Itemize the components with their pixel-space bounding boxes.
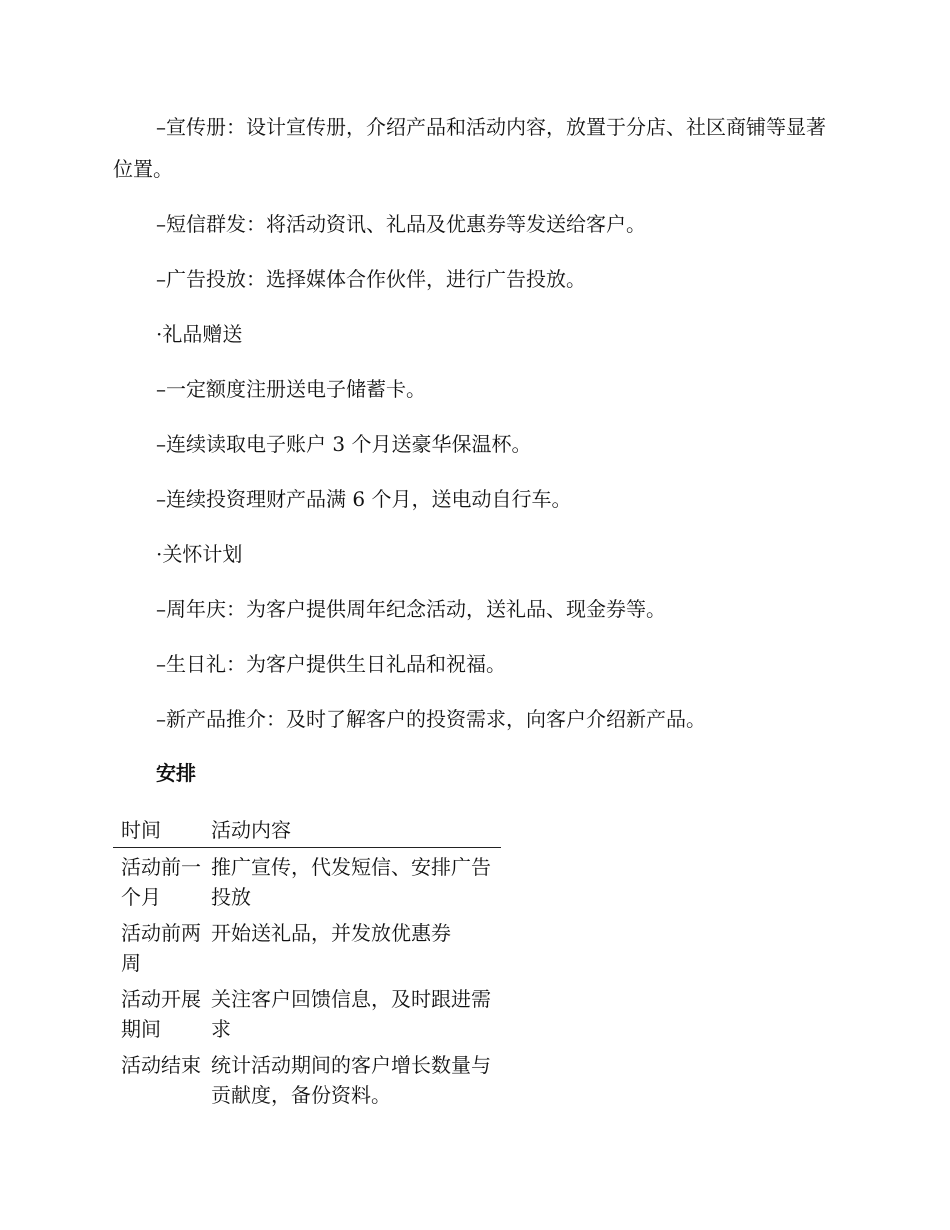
table-header-row bbox=[113, 813, 501, 848]
table-row bbox=[113, 914, 501, 980]
paragraph-new-product: –新产品推介：及时了解客户的投资需求，向客户介绍新产品。 bbox=[156, 707, 706, 731]
cell-content: 统计活动期间的客户增长数量与贡献度，备份资料。 bbox=[211, 1053, 491, 1107]
schedule-table bbox=[113, 813, 501, 1112]
paragraph-anniversary: –周年庆：为客户提供周年纪念活动，送礼品、现金券等。 bbox=[156, 597, 666, 621]
table-row bbox=[113, 848, 501, 915]
paragraph-birthday: –生日礼：为客户提供生日礼品和祝福。 bbox=[156, 652, 506, 676]
paragraph-gift-cup: –连续读取电子账户 3 个月送豪华保温杯。 bbox=[156, 432, 532, 456]
cell-time: 活动开展期间 bbox=[121, 987, 201, 1041]
cell-content: 开始送礼品，并发放优惠券 bbox=[211, 921, 451, 945]
paragraph-sms: –短信群发：将活动资讯、礼品及优惠券等发送给客户。 bbox=[156, 212, 646, 236]
section-heading: 安排 bbox=[156, 761, 196, 785]
cell-time: 活动结束 bbox=[121, 1053, 201, 1077]
paragraph-brochure: –宣传册：设计宣传册，介绍产品和活动内容，放置于分店、社区商铺等显著位置。 bbox=[113, 115, 826, 181]
paragraph-gift-bike: –连续投资理财产品满 6 个月，送电动自行车。 bbox=[156, 487, 572, 511]
paragraph-gift-card: –一定额度注册送电子储蓄卡。 bbox=[156, 377, 426, 401]
bullet-care-plan: ·关怀计划 bbox=[156, 542, 243, 566]
paragraph-ads: –广告投放：选择媒体合作伙伴，进行广告投放。 bbox=[156, 267, 586, 291]
cell-time: 活动前一个月 bbox=[121, 855, 201, 909]
table-row bbox=[113, 980, 501, 1046]
cell-content: 推广宣传，代发短信、安排广告投放 bbox=[211, 855, 491, 909]
cell-content: 关注客户回馈信息，及时跟进需求 bbox=[211, 987, 491, 1041]
header-content: 活动内容 bbox=[203, 813, 501, 848]
table-row bbox=[113, 1046, 501, 1112]
header-time: 时间 bbox=[113, 813, 203, 848]
bullet-gifts: ·礼品赠送 bbox=[156, 322, 243, 346]
cell-time: 活动前两周 bbox=[121, 921, 201, 975]
